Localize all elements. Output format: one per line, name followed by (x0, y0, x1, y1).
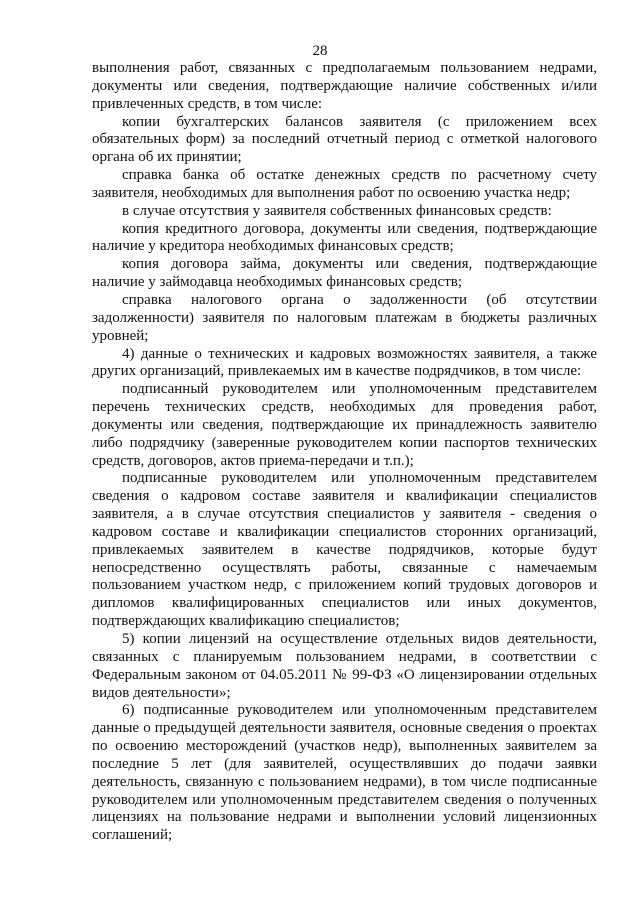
paragraph: справка банка об остатке денежных средств по расчетному счету заявителя, необходимых для выполнения работ по освоению участка недр; (92, 167, 597, 201)
paragraph: 6) подписанные руководителем или уполномоченным представителем данные о предыдущей деятельности заявителя, основные сведения о проектах по освоению месторождений (участков недр), выполненных заявителем за последние 5 лет (для заявителей, осуществлявших до подачи заявки деятельность, связанную с пользованием недрами), в том числе подписанные руководителем или уполномоченным представителем сведения о полученных лицензиях на пользование недрами и выполнении условий лицензионных соглашений; (92, 702, 597, 844)
document-body (92, 60, 597, 845)
paragraph: копия кредитного договора, документы или сведения, подтверждающие наличие у кредитора необходимых финансовых средств; (92, 220, 597, 255)
paragraph: 5) копии лицензий на осуществление отдельных видов деятельности, связанных с планируемым пользованием недрами, в соответствии с Федеральным законом от 04.05.2011 № 99-ФЗ «О лицензировании отдельных видов деятельности»; (92, 631, 597, 701)
page-number: 28 (312, 43, 328, 59)
paragraph: справка налогового органа о задолженности (об отсутствии задолженности) заявителя по налоговым платежам в бюджеты различных уровней; (92, 291, 597, 344)
paragraph: подписанные руководителем или уполномоченным представителем сведения о кадровом составе заявителя и квалификации специалистов заявителя, а в случае отсутствия специалистов у заявителя - сведения о кадровом составе и квалификации специалистов сторонних организаций, привлекаемых заявителем в качестве подрядчиков, которые будут непосредственно осуществлять работы, связанные с намечаемым пользованием участком недр, с приложением копий трудовых договоров и дипломов квалифицированных специалистов или иных документов, подтверждающих квалификацию специалистов; (92, 470, 597, 630)
paragraph: выполнения работ, связанных с предполагаемым пользованием недрами, документы или сведения, подтверждающие наличие собственных и/или привлеченных средств, в том числе: (92, 60, 597, 112)
paragraph: подписанный руководителем или уполномоченным представителем перечень технических средств, необходимых для проведения работ, документы или сведения, подтверждающие их принадлежность заявителю либо подрядчику (заверенные руководителем копии паспортов технических средств, договоров, актов приема-передачи и т.п.); (92, 381, 597, 469)
paragraph: в случае отсутствия у заявителя собственных финансовых средств: (122, 202, 552, 219)
paragraph: 4) данные о технических и кадровых возможностях заявителя, а также других организаций, привлекаемых им в качестве подрядчиков, в том числе: (92, 345, 597, 380)
paragraph: копии бухгалтерских балансов заявителя (с приложением всех обязательных форм) за последний отчетный период с отметкой налогового органа об их принятии; (92, 113, 597, 166)
paragraph: копия договора займа, документы или сведения, подтверждающие наличие у займодавца необходимых финансовых средств; (92, 256, 597, 291)
